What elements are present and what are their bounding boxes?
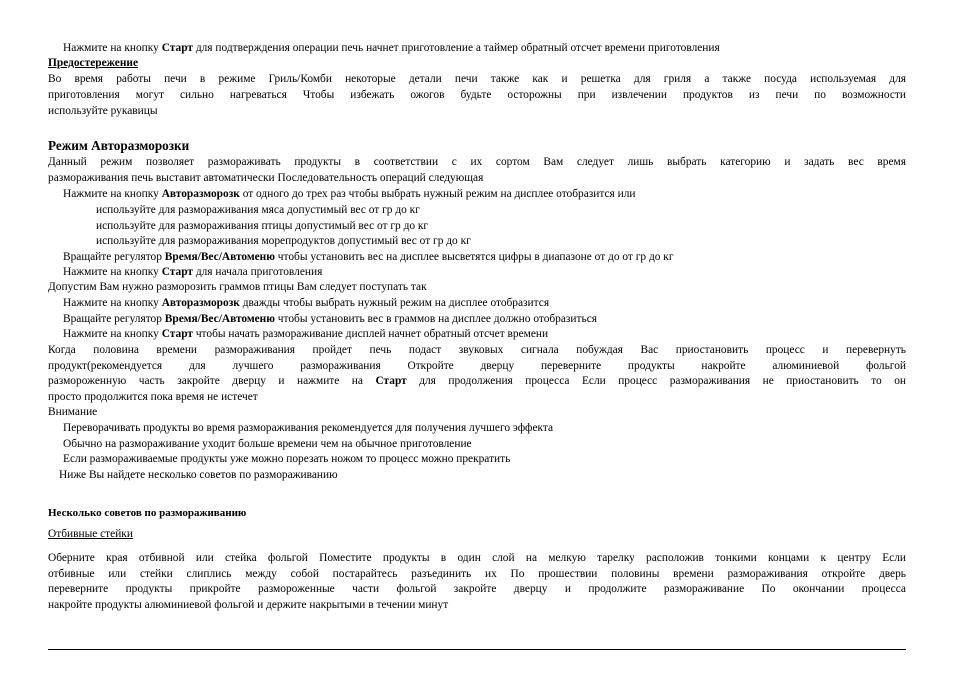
intro-text: Нажмите на кнопку: [63, 42, 162, 54]
start-key-label: Старт: [161, 42, 193, 54]
defrost-heading: Режим Авторазморозки: [48, 138, 190, 153]
autodefrost-key-label: Авторазморозк: [161, 188, 240, 200]
tips-heading: Несколько советов по размораживанию: [48, 507, 247, 519]
warning-line-2: приготовления могут сильно нагреваться Чтобы избежать ожогов будьте осторожны при извлечении продуктов из печи по возможности: [48, 89, 906, 101]
below-note: Ниже Вы найдете несколько советов по размораживанию: [59, 469, 338, 481]
tips-line-4: накройте продукты алюминиевой фольгой и держите накрытыми в течении минут: [48, 599, 449, 611]
attention-item-3: Если размораживаемые продукты уже можно порезать ножом то процесс можно прекратить: [63, 453, 511, 465]
defrost-half-line-3: размороженную часть закройте дверцу и нажмите на Старт для продолжения процесса Если процесс размораживания не приостановить то он: [48, 375, 906, 387]
dial-label: Время/Вес/Автоменю: [164, 251, 275, 263]
defrost-step-5: Вращайте регулятор Время/Вес/Автоменю чтобы установить вес в граммов на дисплее должно отобразиться: [63, 313, 597, 325]
tips-subtitle: Отбивные стейки: [48, 528, 133, 540]
start-key-label-2: Старт: [161, 266, 193, 278]
footer-rule: [48, 649, 906, 650]
attention-item-1: Переворачивать продукты во время размораживания рекомендуется для получения лучшего эффекта: [63, 422, 554, 434]
warning-line-3: используйте рукавицы: [48, 105, 158, 117]
autodefrost-key-label-2: Авторазморозк: [161, 297, 240, 309]
warning-title: Предостережение: [48, 57, 139, 69]
warning-line-1: Во время работы печи в режиме Гриль/Комби некоторые детали печи также как и решетка для гриля а также посуда используемая для: [48, 73, 906, 85]
tips-line-2: отбивные или стейки слиплись между собой постарайтесь разъединить их По прошествии половины времени размораживания откройте дверь: [48, 568, 906, 580]
defrost-step-4: Нажмите на кнопку Авторазморозк дважды чтобы выбрать нужный режим на дисплее отобразится: [63, 297, 550, 309]
defrost-sub-meat: используйте для размораживания мяса допустимый вес от гр до кг: [96, 204, 420, 216]
defrost-step-2: Вращайте регулятор Время/Вес/Автоменю чтобы установить вес на дисплее высветятся цифры в диапазоне от до от гр до кг: [63, 251, 674, 263]
intro-start-line: [48, 41, 921, 57]
intro-text-end: для подтверждения операции печь начнет приготовление а таймер обратный отсчет времени приготовления: [192, 42, 720, 54]
defrost-half-line-2: продукт(рекомендуется для лучшего размораживания Откройте дверцу переверните продукты накройте алюминиевой фольгой: [48, 360, 906, 372]
dial-label-2: Время/Вес/Автоменю: [164, 313, 275, 325]
attention-item-2: Обычно на размораживание уходит больше времени чем на обычное приготовление: [63, 438, 472, 450]
defrost-sub-poultry: используйте для размораживания птицы допустимый вес от гр до кг: [96, 220, 429, 232]
defrost-step-3: Нажмите на кнопку Старт для начала приготовления: [63, 266, 323, 278]
tips-line-3: переверните продукты прикройте размороженные части фольгой закройте дверцу и продолжите размораживание По окончании процесса: [48, 583, 906, 595]
defrost-step-1: Нажмите на кнопку Авторазморозк от одного до трех раз чтобы выбрать нужный режим на дисплее отобразится или: [63, 188, 636, 200]
defrost-intro-line-2: размораживания печь выставит автоматически Последовательность операций следующая: [48, 172, 484, 184]
start-key-label-3: Старт: [161, 328, 193, 340]
defrost-sub-seafood: используйте для размораживания морепродуктов допустимый вес от гр до кг: [96, 235, 471, 247]
attention-title: Внимание: [48, 406, 98, 418]
defrost-example: Допустим Вам нужно разморозить граммов птицы Вам следует поступать так: [48, 281, 427, 293]
defrost-step-6: Нажмите на кнопку Старт чтобы начать размораживание дисплей начнет обратный отсчет времени: [63, 328, 549, 340]
defrost-half-line-4: просто продолжится пока время не истечет: [48, 391, 258, 403]
defrost-half-line-1: Когда половина времени размораживания пройдет печь подаст звуковых сигнала побуждая Вас приостановить процесс и перевернуть: [48, 344, 906, 356]
start-key-label-4: Старт: [375, 375, 407, 387]
defrost-intro-line-1: Данный режим позволяет размораживать продукты в соответствии с их сортом Вам следует лишь выбрать категорию и задать вес время: [48, 156, 906, 168]
tips-line-1: Оберните края отбивной или стейка фольгой Поместите продукты в один слой на мелкую тарелку расположив тонкими концами к центру Если: [48, 552, 906, 564]
